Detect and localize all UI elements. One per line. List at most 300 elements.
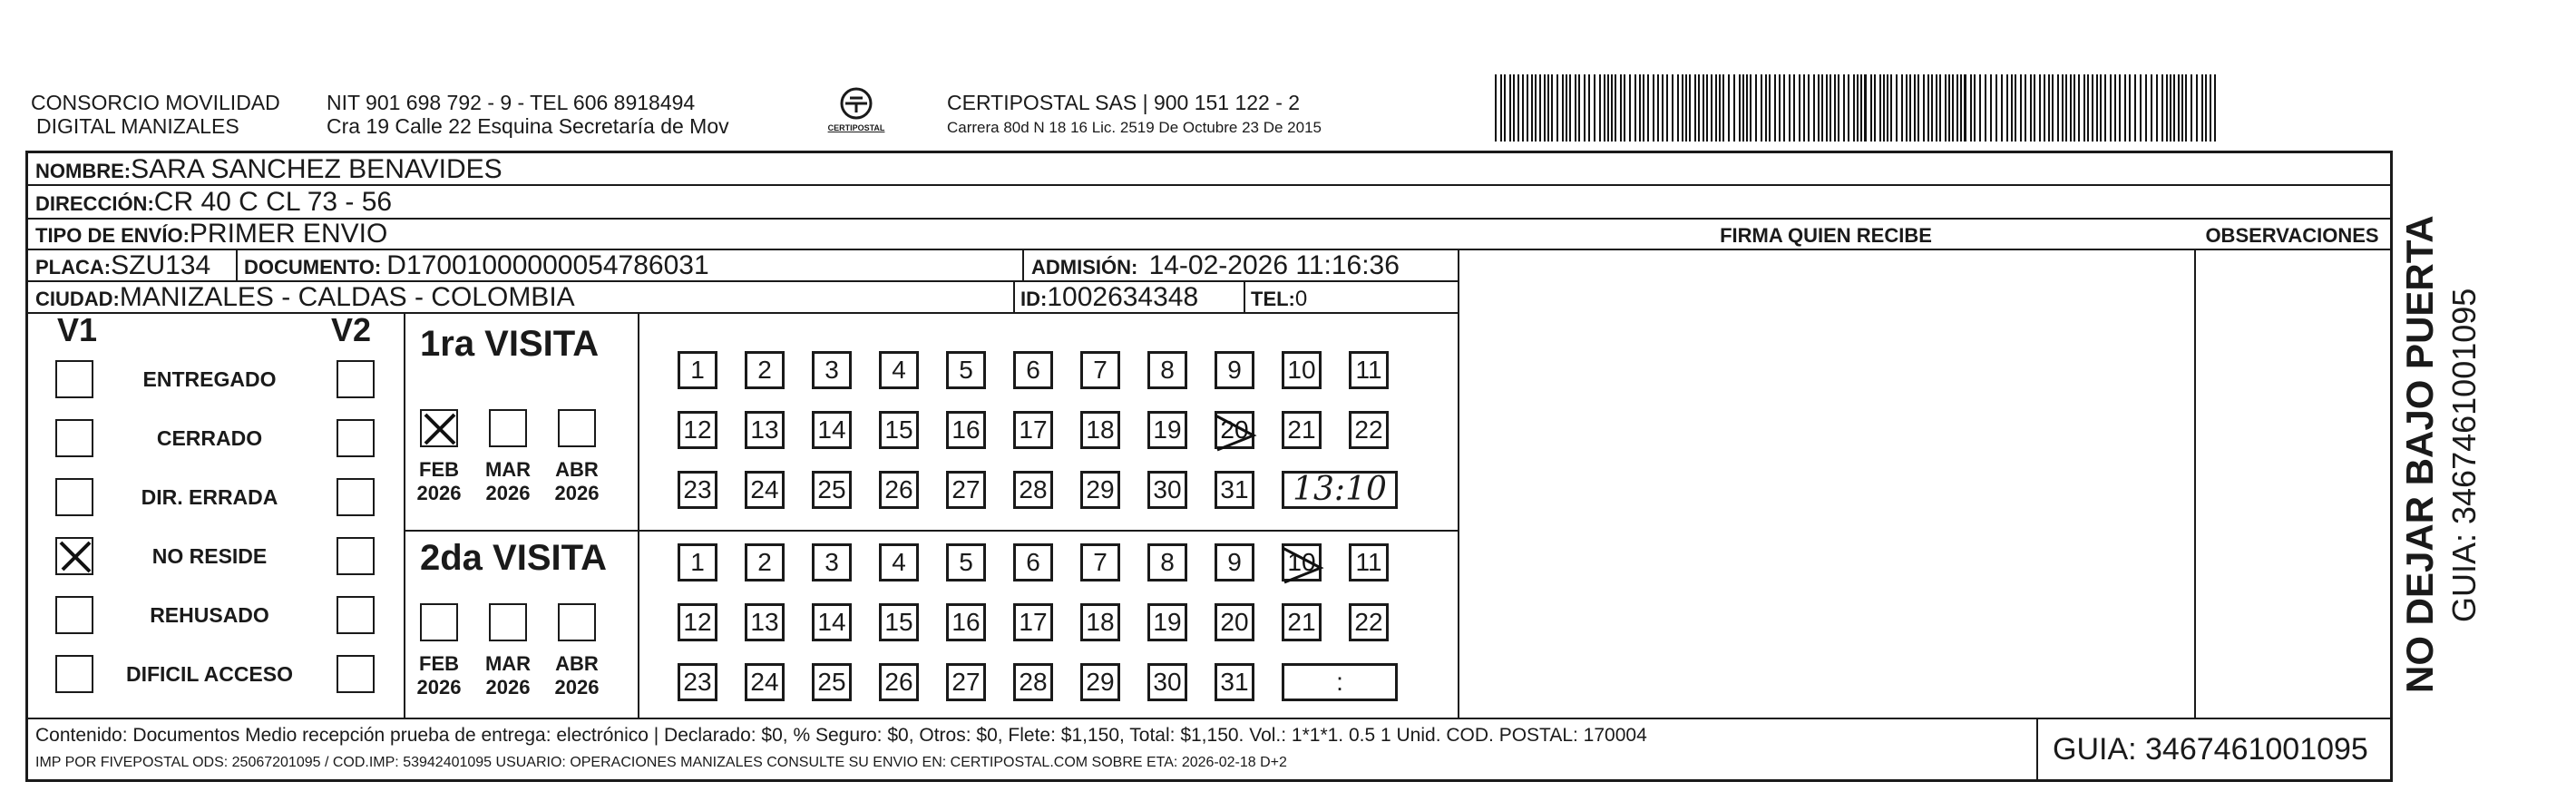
day-box[interactable]: 19 [1147,411,1187,449]
id-value: 1002634348 [1047,282,1199,312]
id-label: ID:1002634348 [1020,282,1199,312]
courier-company: CERTIPOSTAL SAS | 900 151 122 - 2 [947,91,1301,114]
ciudad-value: MANIZALES - CALDAS - COLOMBIA [119,282,575,312]
barcode-bar [1948,74,1950,142]
status-label: ENTREGADO [142,367,277,391]
delivery-form [25,151,2393,782]
day-box[interactable]: 21 [1282,411,1322,449]
month-checkbox[interactable] [489,603,527,641]
barcode-bar [1927,74,1929,142]
firma-column-header: FIRMA QUIEN RECIBE [1720,224,1932,247]
barcode-bar [1500,74,1502,142]
barcode-bar [2052,74,2054,142]
barcode-bar [1838,74,1839,142]
barcode-bar [1517,74,1519,142]
consortium-name-line2: DIGITAL MANIZALES [36,114,239,138]
barcode-bar [1527,74,1528,142]
day-box[interactable]: 25 [812,471,852,509]
month-year: 2026 [416,676,462,699]
barcode-bar [1769,74,1771,142]
barcode-bar [1639,74,1641,142]
barcode-bar [1914,74,1916,142]
consortium-nit: NIT 901 698 792 - 9 - TEL 606 8918494 [327,91,696,114]
barcode-bar [1761,74,1762,142]
day-box[interactable]: 8 [1147,543,1187,581]
barcode-bar [2178,74,2180,142]
v2-checkbox[interactable] [337,419,375,457]
day-box[interactable]: 10 [1282,543,1322,581]
v2-header: V2 [331,311,372,348]
side-guia: GUIA: 3467461001095 [2445,288,2483,622]
certipostal-logo [820,83,893,147]
barcode-bar [1974,74,1976,142]
day-box[interactable]: 2 [745,351,785,389]
day-box[interactable]: 27 [946,663,986,701]
barcode [1495,74,2220,142]
ciudad-label: CIUDAD:MANIZALES - CALDAS - COLOMBIA [35,282,575,312]
footer-guia: GUIA: 3467461001095 [2053,732,2368,767]
month-year: 2026 [416,482,462,504]
barcode-bar [1535,74,1537,142]
barcode-bar [1588,74,1590,142]
barcode-bar [1539,74,1541,142]
day-box[interactable]: 15 [879,411,919,449]
barcode-bar [1956,74,1958,142]
barcode-bar [1611,74,1613,142]
barcode-bar [1719,74,1721,142]
barcode-bar [2048,74,2050,142]
status-label: NO RESIDE [151,544,268,568]
month-year: 2026 [485,482,531,504]
barcode-bar [1575,74,1576,142]
day-box[interactable]: 11 [1349,543,1389,581]
barcode-bar [1874,74,1876,142]
barcode-bar [1818,74,1820,142]
day-box[interactable]: 4 [879,351,919,389]
status-label: CERRADO [156,426,263,450]
v2-checkbox[interactable] [337,655,375,693]
barcode-bar [1624,74,1625,142]
barcode-bar [1879,74,1881,142]
barcode-bar [1733,74,1735,142]
barcode-bar [1853,74,1855,142]
v1-checkbox[interactable] [55,360,93,398]
day-box[interactable]: 6 [1013,351,1053,389]
barcode-bar [2020,74,2022,142]
barcode-bar [1995,74,1997,142]
footer-imp: IMP POR FIVEPOSTAL ODS: 25067201095 / COD.IMP: 53942401095 USUARIO: OPERACIONES MANIZALES CONSULTE SU ENVIO EN: CERTIPOSTAL.COM SOBRE ETA: 2026-02-18 D+2 [35,755,1287,770]
barcode-bar [1615,74,1616,142]
barcode-bar [1890,74,1892,142]
barcode-bar [1666,74,1668,142]
tipo-envio-value: PRIMER ENVIO [189,219,388,249]
day-box[interactable]: 26 [879,471,919,509]
barcode-bar [1830,74,1831,142]
barcode-bar [1793,74,1795,142]
barcode-bar [2070,74,2072,142]
barcode-bar [2011,74,2013,142]
barcode-bar [1826,74,1828,142]
barcode-bar [1569,74,1571,142]
barcode-bar [2092,74,2093,142]
barcode-bar [1979,74,1981,142]
barcode-bar [1917,74,1919,142]
day-box[interactable]: 23 [678,471,717,509]
certipostal-logo-text: CERTIPOSTAL [827,123,885,132]
barcode-bar [2210,74,2211,142]
month-label: FEB [419,652,459,675]
barcode-bar [2096,74,2098,142]
day-box[interactable]: 12 [678,411,717,449]
placa-label: PLACA:SZU134 [35,250,211,280]
barcode-bar [1672,74,1673,142]
handwritten-time[interactable]: 13:10 [1282,471,1398,509]
barcode-bar [2151,74,2152,142]
barcode-bar [1584,74,1586,142]
barcode-bar [1901,74,1903,142]
day-box[interactable]: 11 [1349,351,1389,389]
month-label: MAR [484,652,532,675]
v2-checkbox[interactable] [337,537,375,575]
barcode-bar [1789,74,1791,142]
barcode-bar [1813,74,1815,142]
barcode-bar [1945,74,1947,142]
day-box[interactable]: 9 [1215,543,1254,581]
barcode-bar [1694,74,1696,142]
barcode-bar [1599,74,1601,142]
v1-checkbox[interactable] [55,419,93,457]
barcode-bar [1779,74,1781,142]
v1-checkbox[interactable] [55,537,93,575]
day-box[interactable]: 13 [745,411,785,449]
barcode-bar [1662,74,1664,142]
day-box[interactable]: 19 [1147,603,1187,641]
barcode-bar [1594,74,1595,142]
barcode-bar [2039,74,2041,142]
barcode-bar [1803,74,1805,142]
day-box[interactable]: 27 [946,471,986,509]
barcode-bar [1755,74,1757,142]
barcode-bar [2156,74,2158,142]
barcode-bar [1739,74,1741,142]
barcode-bar [1887,74,1888,142]
month-item [548,458,606,505]
barcode-bar [1620,74,1622,142]
barcode-bar [1870,74,1872,142]
barcode-bar [1544,74,1546,142]
barcode-bar [2119,74,2121,142]
barcode-bar [1629,74,1631,142]
barcode-bar [1509,74,1511,142]
status-label: DIFICIL ACCESO [125,662,293,686]
documento-label: DOCUMENTO: D17001000000054786031 [244,250,709,280]
barcode-bar [1647,74,1649,142]
barcode-bar [1634,74,1636,142]
barcode-bar [1689,74,1691,142]
day-box[interactable]: 10 [1282,351,1322,389]
documento-value: D17001000000054786031 [386,250,709,280]
second-visit-title: 2da VISITA [420,538,607,578]
barcode-bar [1860,74,1862,142]
barcode-bar [2057,74,2059,142]
month-label: ABR [555,458,599,481]
barcode-bar [1843,74,1845,142]
barcode-bar [1715,74,1717,142]
day-box[interactable]: 31 [1215,663,1254,701]
v2-checkbox[interactable] [337,478,375,516]
barcode-bar [1952,74,1954,142]
tel-value: 0 [1294,287,1308,311]
month-checkbox[interactable] [558,603,596,641]
barcode-bar [1495,74,1497,142]
day-box[interactable]: 20 [1215,603,1254,641]
barcode-bar [2191,74,2192,142]
barcode-bar [1711,74,1712,142]
day-box[interactable]: 1 [678,543,717,581]
v1-checkbox[interactable] [55,478,93,516]
barcode-bar [1864,74,1867,142]
day-box[interactable]: 14 [812,603,852,641]
barcode-bar [2025,74,2026,142]
month-checkbox[interactable] [420,409,458,447]
day-box[interactable]: 28 [1013,663,1053,701]
month-label: FEB [419,458,459,481]
day-box[interactable]: 3 [812,543,852,581]
month-year: 2026 [554,676,600,699]
barcode-bar [1931,74,1933,142]
day-box[interactable]: 12 [678,603,717,641]
day-box[interactable]: 16 [946,411,986,449]
barcode-bar [1604,74,1605,142]
day-box[interactable]: 4 [879,543,919,581]
day-box[interactable]: 30 [1147,471,1187,509]
barcode-bar [1799,74,1800,142]
day-box[interactable]: 17 [1013,603,1053,641]
barcode-bar [2161,74,2163,142]
day-box[interactable]: 21 [1282,603,1322,641]
barcode-bar [1742,74,1744,142]
barcode-bar [2110,74,2112,142]
barcode-bar [2114,74,2116,142]
day-box[interactable]: 3 [812,351,852,389]
barcode-bar [1909,74,1911,142]
barcode-bar [2006,74,2008,142]
month-label: ABR [555,652,599,675]
barcode-bar [1653,74,1654,142]
barcode-bar [1677,74,1679,142]
day-box[interactable]: 30 [1147,663,1187,701]
barcode-bar [1643,74,1644,142]
barcode-bar [2078,74,2080,142]
barcode-bar [1746,74,1748,142]
day-box[interactable]: 8 [1147,351,1187,389]
day-box[interactable]: 7 [1080,351,1120,389]
day-box[interactable]: 6 [1013,543,1053,581]
barcode-bar [1504,74,1506,142]
day-box[interactable]: 5 [946,543,986,581]
barcode-bar [1774,74,1776,142]
month-year: 2026 [485,676,531,699]
day-box[interactable]: 7 [1080,543,1120,581]
barcode-bar [1728,74,1730,142]
courier-license: Carrera 80d N 18 16 Lic. 2519 De Octubre 23 De 2015 [947,119,1322,136]
barcode-bar [1883,74,1885,142]
day-box[interactable]: 28 [1013,471,1053,509]
barcode-bar [2073,74,2075,142]
nombre-label: NOMBRE:SARA SANCHEZ BENAVIDES [35,154,503,184]
barcode-bar [1808,74,1810,142]
tipo-envio-label: TIPO DE ENVÍO:PRIMER ENVIO [35,219,388,249]
barcode-bar [2044,74,2045,142]
barcode-bar [1750,74,1751,142]
nombre-value: SARA SANCHEZ BENAVIDES [131,154,503,184]
barcode-bar [1985,74,1986,142]
day-box[interactable]: 22 [1349,603,1389,641]
day-box[interactable]: 15 [879,603,919,641]
barcode-bar [1685,74,1687,142]
day-box[interactable]: 18 [1080,411,1120,449]
v2-checkbox[interactable] [337,596,375,634]
day-box[interactable]: 14 [812,411,852,449]
first-visit-title: 1ra VISITA [420,324,600,364]
barcode-bar [2030,74,2032,142]
day-box[interactable]: 26 [879,663,919,701]
day-box[interactable]: 24 [745,471,785,509]
day-check-mark [1277,541,1330,596]
v2-checkbox[interactable] [337,360,375,398]
barcode-bar [1657,74,1659,142]
month-checkbox[interactable] [558,409,596,447]
month-checkbox[interactable] [489,409,527,447]
barcode-bar [2166,74,2168,142]
barcode-bar [1562,74,1564,142]
admision-value: 14-02-2026 11:16:36 [1148,250,1400,280]
month-item [479,458,537,505]
month-year: 2026 [554,482,600,504]
tel-label: TEL:0 [1251,287,1308,311]
day-box[interactable]: 22 [1349,411,1389,449]
direccion-value: CR 40 C CL 73 - 56 [153,187,393,217]
day-box[interactable]: 2 [745,543,785,581]
time-box[interactable]: : [1282,663,1398,701]
v1-checkbox[interactable] [55,655,93,693]
direccion-label: DIRECCIÓN:CR 40 C CL 73 - 56 [35,187,393,217]
barcode-bar [1547,74,1549,142]
status-label: DIR. ERRADA [141,485,278,509]
barcode-bar [1964,74,1966,142]
barcode-bar [2214,74,2216,142]
barcode-bar [1906,74,1908,142]
barcode-bar [2134,74,2136,142]
barcode-bar [2185,74,2187,142]
status-label: REHUSADO [150,603,269,627]
barcode-bar [1698,74,1700,142]
barcode-bar [2205,74,2207,142]
day-box[interactable]: 23 [678,663,717,701]
barcode-bar [1939,74,1941,142]
barcode-bar [1682,74,1683,142]
barcode-bar [1848,74,1849,142]
consortium-name-line1: CONSORCIO MOVILIDAD [31,91,280,114]
barcode-bar [1990,74,1992,142]
barcode-bar [2124,74,2126,142]
barcode-bar [1821,74,1823,142]
barcode-bar [2104,74,2106,142]
barcode-bar [1556,74,1558,142]
barcode-bar [1607,74,1609,142]
month-item [479,652,537,699]
admision-label: ADMISIÓN: 14-02-2026 11:16:36 [1031,250,1400,280]
barcode-bar [2034,74,2035,142]
day-box[interactable]: 9 [1215,351,1254,389]
month-label: MAR [484,458,532,481]
placa-value: SZU134 [111,250,211,280]
barcode-bar [1578,74,1580,142]
day-box[interactable]: 5 [946,351,986,389]
barcode-bar [1960,74,1962,142]
day-box[interactable]: 29 [1080,663,1120,701]
barcode-bar [2170,74,2171,142]
month-item [410,458,468,505]
barcode-bar [2015,74,2016,142]
barcode-bar [2196,74,2198,142]
barcode-bar [1765,74,1767,142]
day-box[interactable]: 20 [1215,411,1254,449]
day-box[interactable]: 17 [1013,411,1053,449]
barcode-bar [2065,74,2067,142]
v1-header: V1 [57,311,98,348]
barcode-bar [1936,74,1937,142]
barcode-bar [2100,74,2102,142]
barcode-bar [2129,74,2131,142]
barcode-bar [1834,74,1836,142]
barcode-bar [2201,74,2203,142]
barcode-bar [1857,74,1859,142]
barcode-bar [1783,74,1785,142]
barcode-bar [1531,74,1533,142]
v1-checkbox[interactable] [55,596,93,634]
barcode-bar [1896,74,1898,142]
barcode-bar [1923,74,1925,142]
day-box[interactable]: 1 [678,351,717,389]
barcode-bar [1970,74,1972,142]
barcode-bar [1703,74,1704,142]
month-item [548,652,606,699]
barcode-bar [1513,74,1515,142]
barcode-bar [2140,74,2142,142]
barcode-bar [2062,74,2064,142]
month-checkbox[interactable] [420,603,458,641]
barcode-bar [2181,74,2183,142]
day-check-mark [1210,408,1263,464]
day-box[interactable]: 31 [1215,471,1254,509]
day-box[interactable]: 13 [745,603,785,641]
consortium-address: Cra 19 Calle 22 Esquina Secretaría de Mov [327,114,729,138]
day-box[interactable]: 24 [745,663,785,701]
footer-contenido: Contenido: Documentos Medio recepción prueba de entrega: electrónico | Declarado: $0, % Seguro: $0, Otros: $0, Flete: $1,150, Total: $1,150. Vol.: 1*1*1. 0.5 1 Unid. COD. POSTAL: 170004 [35,725,1647,746]
barcode-bar [2087,74,2089,142]
barcode-bar [2173,74,2175,142]
side-warning: NO DEJAR BAJO PUERTA [2398,215,2441,693]
observaciones-column-header: OBSERVACIONES [2205,224,2379,247]
barcode-bar [1566,74,1567,142]
barcode-bar [2083,74,2085,142]
day-box[interactable]: 18 [1080,603,1120,641]
day-box[interactable]: 25 [812,663,852,701]
month-item [410,652,468,699]
day-box[interactable]: 16 [946,603,986,641]
day-box[interactable]: 29 [1080,471,1120,509]
